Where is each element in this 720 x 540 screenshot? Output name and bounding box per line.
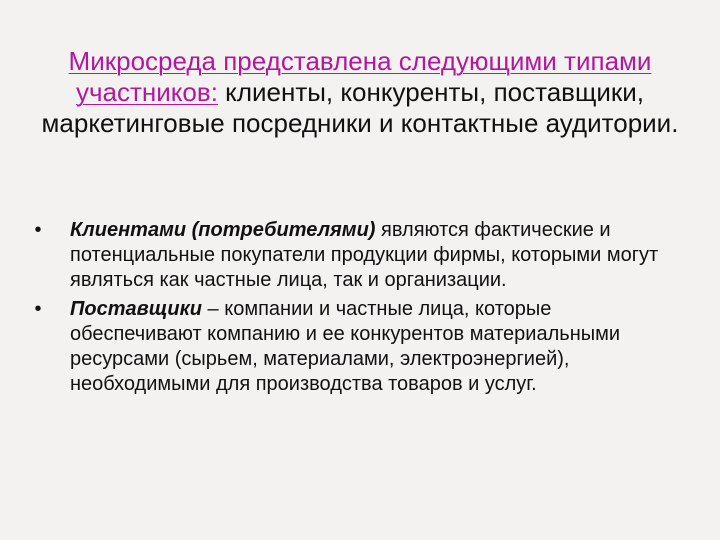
bullet-dot-icon: • [34,298,42,320]
title-highlight-link: Микросреда представлена следующими типами участников: [68,46,652,107]
title-rest-text: клиенты, конкуренты, поставщики, маркетинговые посредники и контактные аудитории. [41,77,679,138]
bullet-item-suppliers [28,297,688,397]
bullet-term: Клиентами (потребителями) [70,219,376,241]
slide-title [40,46,680,139]
bullet-item-clients [28,218,688,293]
bullet-list [28,218,688,401]
bullet-dot-icon: • [34,219,42,241]
bullet-text: – компании и частные лица, которые обеспечивают компанию и ее конкурентов материальными ресурсами (сырьем, материалами, электроэнергией), необходимыми для производства товаров и услуг. [70,298,621,395]
bullet-text: являются фактические и потенциальные покупатели продукции фирмы, которыми могут являться как частные лица, так и организации. [70,219,659,291]
bullet-term: Поставщики [70,298,202,320]
